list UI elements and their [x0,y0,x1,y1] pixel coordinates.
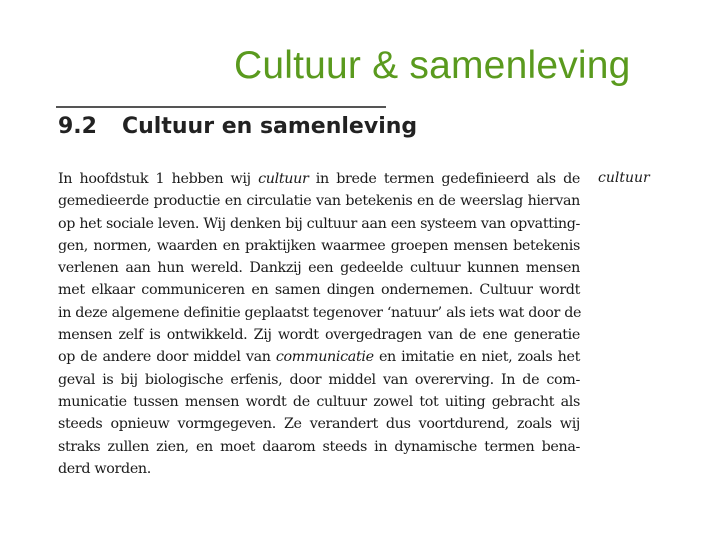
text-line: verlenen aan hun wereld. Dankzij een gedeelde cultuur kunnen mensen [58,260,580,277]
scanned-book-excerpt [56,100,656,520]
section-heading [58,114,417,139]
emphasis-term: cultuur [258,171,309,187]
text-line: met elkaar communiceren en samen dingen ondernemen. Cultuur wordt [58,282,580,299]
text-line: gemedieerde productie en circulatie van betekenis en de weerslag hiervan [58,193,580,210]
text-line: In hoofdstuk 1 hebben wij cultuur in brede termen gedefinieerd als de [58,171,580,187]
emphasis-term: communicatie [275,349,374,366]
section-title: Cultuur en samenleving [122,114,418,139]
text-line: steeds opnieuw vormgegeven. Ze verandert dus voortdurend, zoals wij [58,416,580,433]
text-line: straks zullen zien, en moet daarom steeds in dynamische termen bena- [58,438,580,455]
text-line: op het sociale leven. Wij denken bij cultuur aan een systeem van opvatting- [58,215,580,232]
section-rule [56,106,386,108]
body-paragraph [58,168,580,480]
slide-title: Cultuur & samenleving [234,44,631,87]
text-line: municatie tussen mensen wordt de cultuur zowel tot uiting gebracht als [58,393,580,410]
text-line: op de andere door middel van communicatie en imitatie en niet, zoals het [58,349,580,366]
text-line: derd worden. [58,460,151,477]
text-line: gen, normen, waarden en praktijken waarmee groepen mensen betekenis [58,237,580,254]
text-line: geval is bij biologische erfenis, door middel van overerving. In de com- [58,371,580,388]
margin-note: cultuur [598,170,650,186]
text-line: in deze algemene definitie geplaatst tegenover ‘natuur’ als iets wat door de [58,304,582,321]
section-number: 9.2 [58,114,97,139]
text-line: mensen zelf is ontwikkeld. Zij wordt overgedragen van de ene generatie [58,327,580,344]
